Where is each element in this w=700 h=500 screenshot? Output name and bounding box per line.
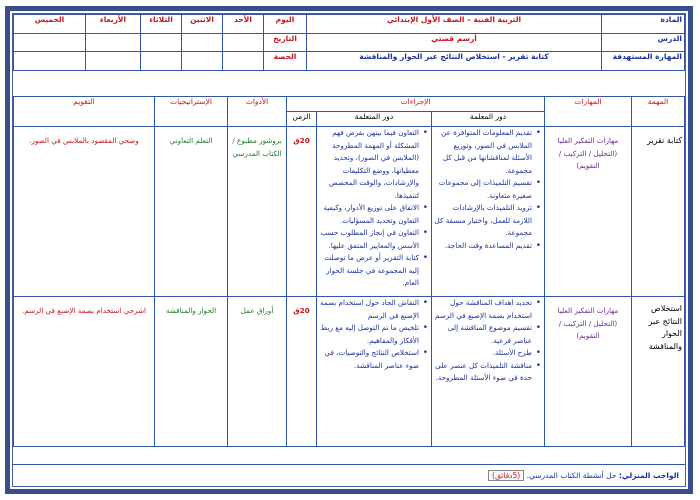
subject-value: التربية الفنية – الصف الأول الإبتدائي <box>307 15 602 34</box>
day-tue: الثلاثاء <box>141 15 182 34</box>
col-student-role: دور المتعلمة <box>317 112 432 127</box>
period-label: الحصة <box>264 52 307 71</box>
date-cell-5 <box>14 33 86 52</box>
col-teacher-role: دور المعلمة <box>432 112 545 127</box>
task-cell: استخلاص النتائج عبر الحوار والمناقشة <box>632 297 685 447</box>
period-cell-3 <box>141 52 182 71</box>
period-cell-5 <box>14 52 86 71</box>
date-cell-4 <box>86 33 141 52</box>
header-table <box>13 14 685 71</box>
col-procedures: الإجراءات <box>287 97 545 112</box>
date-label: التاريخ <box>264 33 307 52</box>
day-thu: الخميس <box>14 15 86 34</box>
list-item: • كتابة التقرير أو عرض ما توصلت إليه المجموعة في جلسة الحوار العام. <box>319 252 419 290</box>
lesson-plan-frame <box>5 6 693 494</box>
day-label: اليوم <box>264 15 307 34</box>
homework-duration: (5دقائق) <box>488 470 524 481</box>
student-role-cell <box>317 127 432 297</box>
lesson-label: الدرس <box>602 33 685 52</box>
col-time: الزمن <box>287 112 317 127</box>
day-sun: الأحد <box>223 15 264 34</box>
evaluation-cell: وضحي المقصود بالملابس في الصور. <box>14 127 155 297</box>
list-item: • طرح الأسئلة. <box>434 347 532 360</box>
col-strategies: الإستراتيجيات <box>155 97 228 127</box>
col-task: المهمة <box>632 97 685 127</box>
table-row <box>14 297 685 447</box>
period-cell-1 <box>223 52 264 71</box>
teacher-role-cell <box>432 127 545 297</box>
list-item: • تزويد التلميذات بالإرشادات اللازمة للعمل، واختيار منسقة كل مجموعة. <box>434 202 532 240</box>
list-item: • تقسيم موضوع المناقشة إلى عناصر فرعية. <box>434 322 532 347</box>
skills-cell: مهارات التفكير العليا (التحليل / التركيب / التقويم) <box>545 127 632 297</box>
subject-label: المادة <box>602 15 685 34</box>
lesson-value: أرسم قصتي <box>307 33 602 52</box>
list-item: • الاتفاق على توزيع الأدوار، وكيفية التعاون وتحديد المسؤليات. <box>319 202 419 227</box>
date-cell-3 <box>141 33 182 52</box>
task-cell: كتابة تقرير <box>632 127 685 297</box>
time-cell: 20ق <box>287 297 317 447</box>
period-cell-4 <box>86 52 141 71</box>
list-item: • استخلاص النتائج والتوصيات، في ضوء عناصر المناقشة. <box>319 347 419 372</box>
list-item: • تقديم المعلومات المتوافرة عن الملابس في الصور، وتوزيع الأسئلة لمناقشاتها من قبل كل مجموعة. <box>434 127 532 177</box>
main-table <box>13 96 685 447</box>
list-item: • تقسيم التلميذات إلى مجموعات صغيرة متعاونة. <box>434 177 532 202</box>
evaluation-cell: اشرحي استخدام بصمة الإصبع في الرسم. <box>14 297 155 447</box>
skill-label: المهارة المستهدفة <box>602 52 685 71</box>
homework-label: الواجب المنزلي: <box>618 471 679 480</box>
strategy-cell: الحوار والمناقشة <box>155 297 228 447</box>
homework-bar <box>13 464 685 486</box>
lesson-plan-inner <box>12 13 686 487</box>
time-cell: 20ق <box>287 127 317 297</box>
day-mon: الاثنين <box>182 15 223 34</box>
table-row <box>14 127 685 297</box>
teacher-role-cell <box>432 297 545 447</box>
list-item: • مناقشة التلميذات كل عنصر على حدة في ضوء الأسئلة المطروحة. <box>434 360 532 385</box>
col-tools: الأدوات <box>228 97 287 127</box>
date-cell-1 <box>223 33 264 52</box>
strategy-cell: التعلم التعاوني <box>155 127 228 297</box>
date-cell-2 <box>182 33 223 52</box>
list-item: • تقديم المساعدة وقت الحاجة. <box>434 240 532 253</box>
list-item: • التعاون في إنجاز المطلوب حسب الأسس والمعايير المتفق عليها. <box>319 227 419 252</box>
col-evaluation: التقويم <box>14 97 155 127</box>
tools-cell: بروشور مطبوع / الكتاب المدرسي <box>228 127 287 297</box>
skills-cell: مهارات التفكير العليا (التحليل / التركيب / التقويم) <box>545 297 632 447</box>
period-cell-2 <box>182 52 223 71</box>
list-item: • تحديد اهداف المناقشة حول استخدام بصمة الإصبع في الرسم <box>434 297 532 322</box>
homework-text: حل أنشطة الكتاب المدرسي. <box>526 471 617 480</box>
day-wed: الأربعاء <box>86 15 141 34</box>
student-role-cell <box>317 297 432 447</box>
col-skills: المهارات <box>545 97 632 127</box>
list-item: • التعاون فيما بينهن بفرض فهم المشكلة أو المهمة المطروحة (الملابس في الصور)، وتحديد معطياتها، ووضع التكليفات والإرشادات، والوقت المخصص لتنفيذها. <box>319 127 419 202</box>
tools-cell: أوراق عمل <box>228 297 287 447</box>
list-item: • تلخيص ما تم التوصل إليه مع ربط الأفكار والمفاهيم. <box>319 322 419 347</box>
skill-value: كتابة تقرير - استخلاص النتائج عبر الحوار والمناقشة <box>307 52 602 71</box>
list-item: • النقاش الجاد حول استخدام بصمة الإصبع في الرسم <box>319 297 419 322</box>
